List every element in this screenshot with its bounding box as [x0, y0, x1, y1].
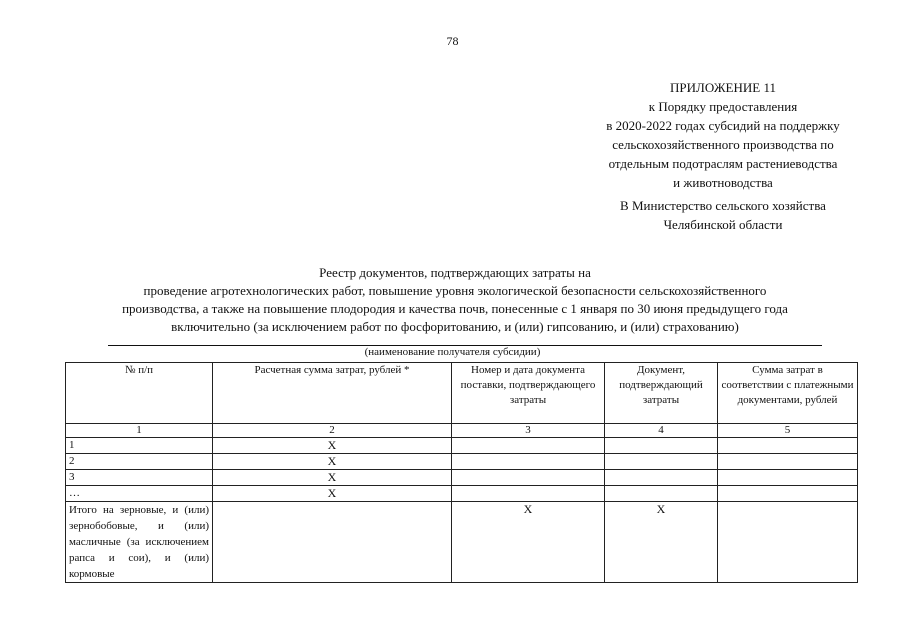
table-row	[66, 438, 858, 454]
row-number: 2	[66, 454, 213, 470]
table-row	[66, 454, 858, 470]
confirming-document-cell[interactable]	[605, 454, 718, 470]
appendix-line: и животноводства	[673, 175, 773, 190]
page-number: 78	[446, 34, 459, 48]
table-row	[66, 486, 858, 502]
addressee-line: Челябинской области	[663, 217, 783, 232]
confirming-document-cell[interactable]	[605, 470, 718, 486]
payment-sum-cell[interactable]	[718, 454, 858, 470]
header-cell: Расчетная сумма затрат, рублей *	[213, 363, 452, 424]
header-cell: № п/п	[66, 363, 213, 424]
header-cell: Номер и дата документа поставки, подтверждающего затраты	[452, 363, 605, 424]
title-line: включительно (за исключением работ по фосфоритованию, и (или) гипсованию, и (или) страхованию)	[171, 319, 739, 334]
title-line: проведение агротехнологических работ, повышение уровня экологической безопасности сельскохозяйственного	[143, 283, 767, 298]
calculated-sum-cell: Х	[213, 470, 452, 486]
header-cell: Документ, подтверждающий затраты	[605, 363, 718, 424]
total-calculated-sum-cell[interactable]	[213, 502, 452, 583]
title-line: Реестр документов, подтверждающих затраты на	[319, 265, 591, 280]
calculated-sum-cell: Х	[213, 486, 452, 502]
delivery-document-cell[interactable]	[452, 470, 605, 486]
confirming-document-cell[interactable]	[605, 438, 718, 454]
appendix-line: в 2020-2022 годах субсидий на поддержку	[606, 118, 840, 133]
row-number: …	[66, 486, 213, 502]
total-confirming-document-cell: Х	[605, 502, 718, 583]
recipient-caption: (наименование получателя субсидии)	[364, 346, 541, 358]
delivery-document-cell[interactable]	[452, 486, 605, 502]
delivery-document-cell[interactable]	[452, 454, 605, 470]
registry-table	[65, 362, 858, 583]
header-cell: Сумма затрат в соответствии с платежными документами, рублей	[718, 363, 858, 424]
appendix-line: к Порядку предоставления	[648, 99, 798, 114]
payment-sum-cell[interactable]	[718, 438, 858, 454]
payment-sum-cell[interactable]	[718, 486, 858, 502]
addressee-block	[578, 196, 868, 234]
calculated-sum-cell: Х	[213, 454, 452, 470]
column-number: 2	[213, 424, 452, 438]
column-number: 1	[66, 424, 213, 438]
calculated-sum-cell: Х	[213, 438, 452, 454]
payment-sum-cell[interactable]	[718, 470, 858, 486]
total-row	[66, 502, 858, 583]
appendix-line: отдельным подотраслям растениеводства	[608, 156, 838, 171]
total-delivery-document-cell: Х	[452, 502, 605, 583]
appendix-title: ПРИЛОЖЕНИЕ 11	[670, 80, 776, 95]
total-payment-sum-cell[interactable]	[718, 502, 858, 583]
appendix-line: сельскохозяйственного производства по	[612, 137, 834, 152]
confirming-document-cell[interactable]	[605, 486, 718, 502]
row-number: 1	[66, 438, 213, 454]
addressee-line: В Министерство сельского хозяйства	[620, 198, 826, 213]
document-title	[60, 264, 850, 336]
total-label: Итого на зерновые, и (или) зернобобовые, и (или) масличные (за исключением рапса и сои), и (или) кормовые	[66, 502, 213, 583]
appendix-block	[578, 78, 868, 192]
column-number: 4	[605, 424, 718, 438]
column-number: 3	[452, 424, 605, 438]
table-row	[66, 470, 858, 486]
table-header-row	[66, 363, 858, 424]
column-number: 5	[718, 424, 858, 438]
title-line: производства, а также на повышение плодородия и качества почв, понесенные с 1 января по 30 июня предыдущего года	[122, 301, 788, 316]
column-number-row	[66, 424, 858, 438]
row-number: 3	[66, 470, 213, 486]
delivery-document-cell[interactable]	[452, 438, 605, 454]
